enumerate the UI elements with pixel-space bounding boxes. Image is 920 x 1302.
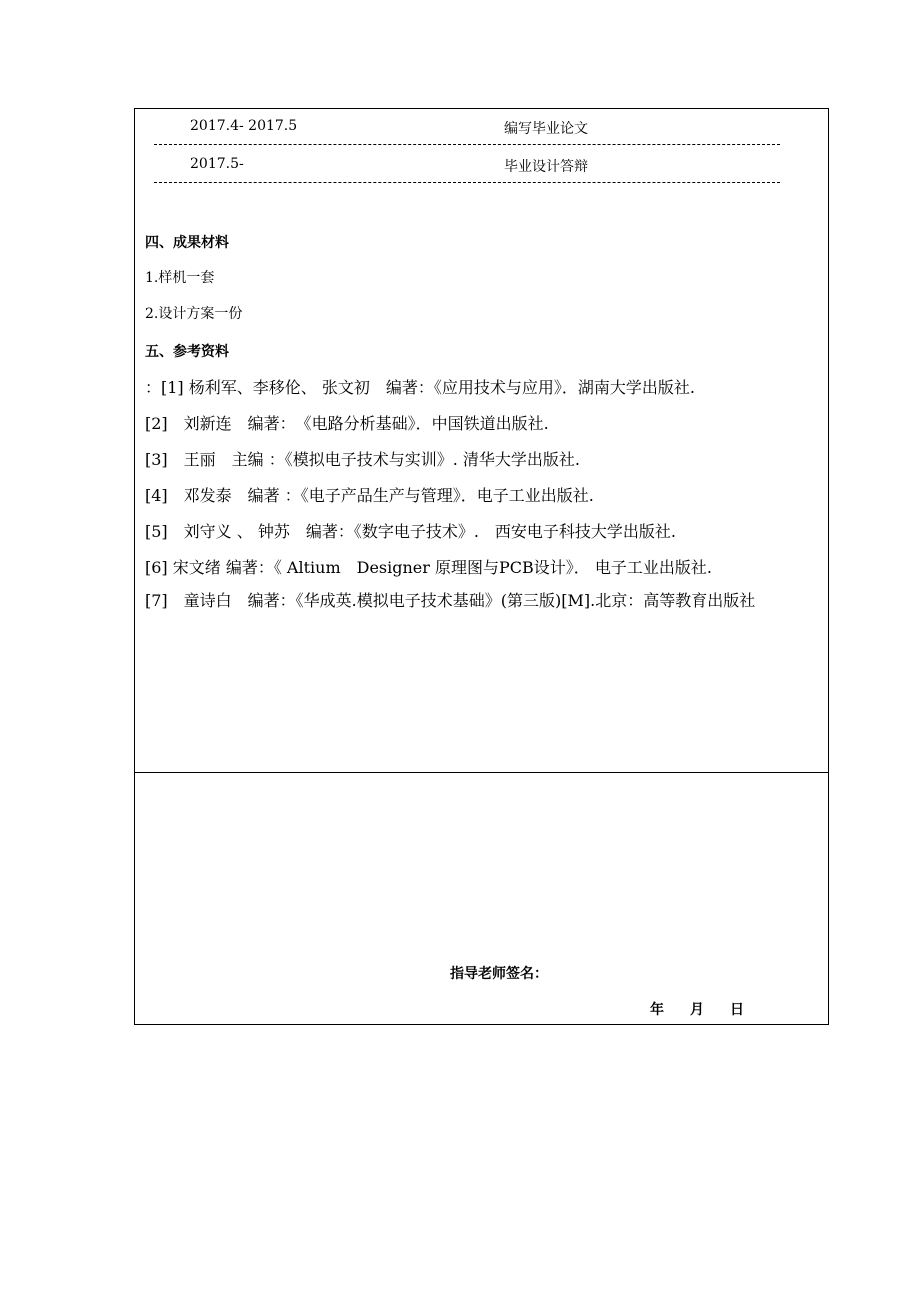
schedule-task: 毕业设计答辩 [504, 159, 588, 175]
schedule-task: 编写毕业论文 [504, 121, 588, 137]
day-label: 日 [730, 1002, 744, 1018]
month-label: 月 [690, 1002, 704, 1018]
reference-item: [3] 王丽 主编 ：《模拟电子技术与实训》. 清华大学出版社. [145, 450, 581, 469]
year-label: 年 [650, 1002, 664, 1018]
results-heading: 四、成果材料 [145, 235, 229, 251]
results-item: 2.设计方案一份 [145, 306, 243, 322]
reference-item: [6] 宋文绪 编著：《 Altium Designer 原理图与PCB设计》． 电子工业出版社. [145, 558, 712, 577]
advisor-signature-label: 指导老师签名： [450, 966, 548, 982]
reference-item: [4] 邓发泰 编著 ：《电子产品生产与管理》．电子工业出版社. [145, 486, 594, 505]
section-divider [135, 772, 828, 773]
results-item: 1.样机一套 [145, 270, 215, 286]
reference-item: [5] 刘守义 、 钟苏 编著：《数字电子技术》. 西安电子科技大学出版社. [145, 522, 677, 541]
reference-item: ：[1] 杨利军、李移伦、 张文初 编著：《应用技术与应用》．湖南大学出版社. [145, 378, 695, 397]
signature-date [650, 999, 744, 1019]
schedule-date: 2017.4- 2017.5 [190, 118, 298, 134]
form-table [134, 108, 829, 1025]
schedule-row [154, 147, 780, 183]
reference-item: [2] 刘新连 编著： 《电路分析基础》．中国铁道出版社. [145, 414, 549, 433]
schedule-row [154, 109, 780, 145]
schedule-date: 2017.5- [190, 156, 244, 172]
reference-item: [7] 童诗白 编著：《华成英.模拟电子技术基础》(第三版)[M].北京：高等教育出版社 [145, 591, 756, 610]
references-heading: 五、参考资料 [145, 344, 229, 360]
